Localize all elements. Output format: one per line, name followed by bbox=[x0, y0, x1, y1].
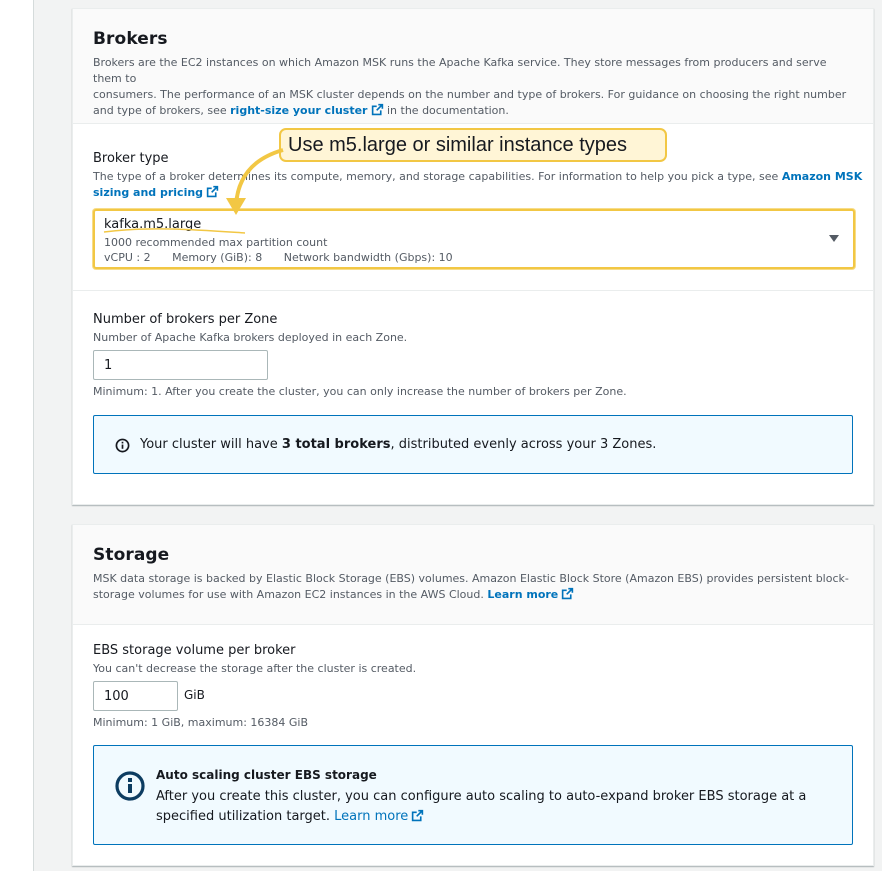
right-size-cluster-link[interactable] bbox=[230, 104, 383, 117]
storage-learn-more-link[interactable] bbox=[487, 588, 574, 601]
autoscaling-title: Auto scaling cluster EBS storage bbox=[156, 768, 377, 782]
brokers-description-line-2: consumers. The performance of an MSK cluster depends on the number and type of brokers. For guidance on choosing the right number bbox=[93, 88, 847, 101]
brokers-panel bbox=[72, 8, 874, 505]
brokers-title: Brokers bbox=[93, 29, 168, 49]
chevron-down-icon[interactable] bbox=[829, 235, 839, 242]
external-link-icon bbox=[371, 103, 384, 116]
brokers-per-zone-input[interactable] bbox=[93, 350, 268, 380]
ebs-volume-unit: GiB bbox=[184, 688, 205, 702]
storage-learn-more-text: Learn more bbox=[487, 588, 559, 601]
annotation-callout: Use m5.large or similar instance types bbox=[279, 128, 667, 162]
info-suffix: , distributed evenly across your 3 Zones. bbox=[390, 437, 657, 452]
storage-description-line-1: MSK data storage is backed by Elastic Block Storage (EBS) volumes. Amazon Elastic Block Store (Amazon EBS) provides persistent block- bbox=[93, 572, 849, 585]
ebs-volume-constraint: Minimum: 1 GiB, maximum: 16384 GiB bbox=[93, 716, 309, 729]
brokers-description-prefix: and type of brokers, see bbox=[93, 104, 227, 117]
broker-vcpu: vCPU : 2 bbox=[104, 251, 151, 264]
autoscaling-text-line-2 bbox=[156, 807, 836, 827]
brokers-description-line-1: Brokers are the EC2 instances on which Amazon MSK runs the Apache Kafka service. They store messages from producers and serve them to bbox=[93, 56, 827, 85]
info-total-brokers: 3 total brokers bbox=[281, 437, 391, 452]
brokers-per-zone-constraint: Minimum: 1. After you create the cluster, you can only increase the number of brokers per Zone. bbox=[93, 385, 627, 398]
right-size-cluster-link-text: right-size your cluster bbox=[230, 104, 368, 117]
broker-memory: Memory (GiB): 8 bbox=[172, 251, 263, 264]
storage-description-text: storage volumes for use with Amazon EC2 instances in the AWS Cloud. bbox=[93, 588, 484, 601]
broker-type-select[interactable] bbox=[93, 209, 855, 269]
sizing-link-part-2: sizing and pricing bbox=[93, 186, 204, 199]
info-prefix: Your cluster will have bbox=[140, 437, 278, 452]
brokers-description bbox=[93, 55, 853, 119]
external-link-icon bbox=[411, 809, 424, 822]
sizing-link-part-1: Amazon MSK bbox=[781, 170, 863, 183]
total-brokers-info-box bbox=[93, 415, 853, 474]
info-icon bbox=[115, 438, 130, 453]
brokers-per-zone-label: Number of brokers per Zone bbox=[93, 312, 278, 327]
broker-type-hint-text: The type of a broker determines its compute, memory, and storage capabilities. For information to help you pick a type, see bbox=[93, 170, 779, 183]
autoscaling-text-line-2-text: specified utilization target. bbox=[156, 809, 331, 824]
brokers-description-line-3 bbox=[93, 103, 853, 119]
external-link-icon bbox=[561, 587, 574, 600]
ebs-volume-hint: You can't decrease the storage after the cluster is created. bbox=[93, 662, 417, 675]
storage-description bbox=[93, 571, 853, 603]
storage-description-line-2 bbox=[93, 587, 853, 603]
brokers-per-zone-hint: Number of Apache Kafka brokers deployed in each Zone. bbox=[93, 331, 408, 344]
left-navigation-rail bbox=[0, 0, 34, 871]
storage-title: Storage bbox=[93, 545, 170, 565]
total-brokers-info-text bbox=[140, 437, 656, 452]
broker-type-partition-count: 1000 recommended max partition count bbox=[104, 236, 328, 249]
ebs-volume-input[interactable] bbox=[93, 681, 178, 711]
storage-panel bbox=[72, 524, 874, 866]
broker-type-specs bbox=[104, 251, 453, 264]
ebs-volume-label: EBS storage volume per broker bbox=[93, 643, 296, 658]
brokers-description-suffix: in the documentation. bbox=[387, 104, 509, 117]
broker-type-hint bbox=[93, 169, 863, 201]
storage-panel-header bbox=[73, 525, 873, 625]
autoscaling-text-line-1: After you create this cluster, you can configure auto scaling to auto-expand broker EBS storage at a bbox=[156, 789, 807, 804]
brokers-panel-header bbox=[73, 9, 873, 124]
info-icon bbox=[114, 770, 146, 802]
broker-bandwidth: Network bandwidth (Gbps): 10 bbox=[283, 251, 453, 264]
autoscaling-text bbox=[156, 787, 836, 827]
autoscaling-learn-more-link[interactable] bbox=[334, 809, 424, 824]
external-link-icon bbox=[206, 185, 219, 198]
broker-type-label: Broker type bbox=[93, 151, 169, 166]
autoscaling-info-box bbox=[93, 745, 853, 845]
autoscaling-learn-more-text: Learn more bbox=[334, 809, 409, 824]
broker-type-selected-value: kafka.m5.large bbox=[104, 217, 202, 232]
